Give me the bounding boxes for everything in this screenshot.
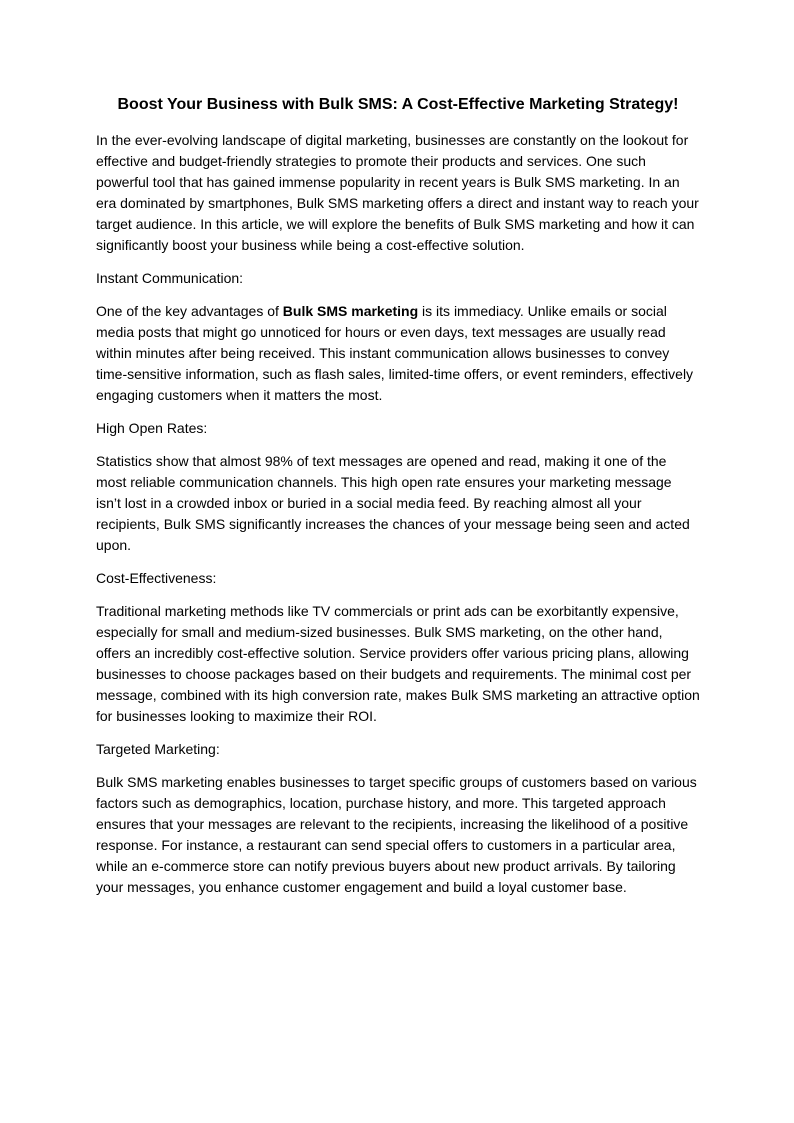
- section-body-cost-effectiveness: Traditional marketing methods like TV commercials or print ads can be exorbitantly expensive, especially for small and medium-sized businesses. Bulk SMS marketing, on the other hand, offers an incredibly cost-effective solution. Service providers offer various pricing plans, allowing businesses to choose packages based on their budgets and requirements. The minimal cost per message, combined with its high conversion rate, makes Bulk SMS marketing an attractive option for businesses looking to maximize their ROI.: [96, 603, 700, 724]
- document-title: Boost Your Business with Bulk SMS: A Cost-Effective Marketing Strategy!: [117, 96, 679, 113]
- section-body-targeted-marketing: Bulk SMS marketing enables businesses to target specific groups of customers based on various factors such as demographics, location, purchase history, and more. This targeted approach ensures that your messages are relevant to the recipients, increasing the likelihood of a positive response. For instance, a restaurant can send special offers to customers in a particular area, while an e-commerce store can notify previous buyers about new product arrivals. By tailoring your messages, you enhance customer engagement and build a loyal customer base.: [96, 774, 697, 895]
- bold-keyword: Bulk SMS marketing: [282, 303, 419, 319]
- body-text: One of the key advantages of: [96, 303, 283, 319]
- section-heading-cost-effectiveness: Cost-Effectiveness:: [96, 570, 217, 586]
- section-heading-targeted-marketing: Targeted Marketing:: [96, 741, 220, 757]
- intro-paragraph: In the ever-evolving landscape of digital marketing, businesses are constantly on the lookout for effective and budget-friendly strategies to promote their products and services. One such powerful tool that has gained immense popularity in recent years is Bulk SMS marketing. In an era dominated by smartphones, Bulk SMS marketing offers a direct and instant way to reach your target audience. In this article, we will explore the benefits of Bulk SMS marketing and how it can significantly boost your business while being a cost-effective solution.: [96, 132, 699, 253]
- section-heading-high-open-rates: High Open Rates:: [96, 420, 208, 436]
- body-text: is its immediacy. Unlike emails or social media posts that might go unnoticed for hours or even days, text messages are usually read within minutes after being received. This instant communication allows businesses to convey time-sensitive information, such as flash sales, limited-time offers, or event reminders, effectively engaging customers when it matters the most.: [96, 303, 694, 403]
- section-body-high-open-rates: Statistics show that almost 98% of text messages are opened and read, making it one of the most reliable communication channels. This high open rate ensures your marketing message isn’t lost in a crowded inbox or buried in a social media feed. By reaching almost all your recipients, Bulk SMS significantly increases the chances of your message being seen and acted upon.: [96, 453, 690, 553]
- section-heading-instant-communication: Instant Communication:: [96, 270, 244, 286]
- section-body-instant-communication: [96, 301, 700, 406]
- document-page: [96, 94, 700, 910]
